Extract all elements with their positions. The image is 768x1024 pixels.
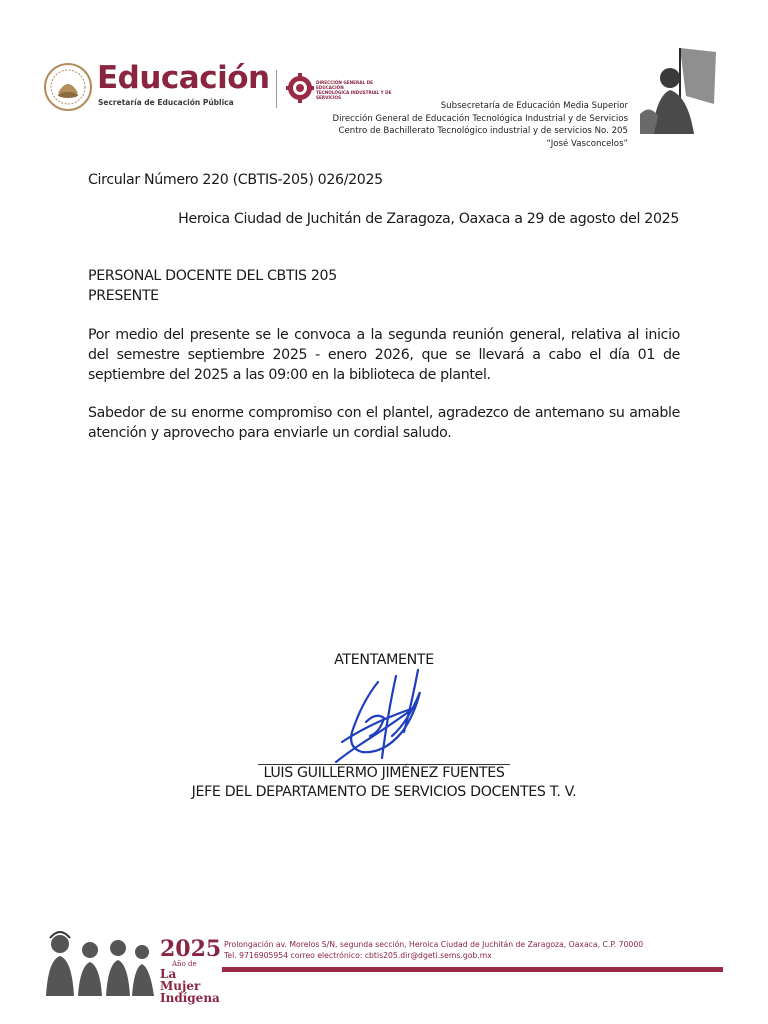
header-line: Centro de Bachillerato Tecnológico industrial y de servicios No. 205 xyxy=(338,126,628,137)
year-small-text: Año de xyxy=(172,960,197,968)
footer-contact xyxy=(224,939,643,961)
circular-number: Circular Número 220 (CBTIS-205) 026/2025 xyxy=(88,172,383,188)
heroine-with-flag-illustration xyxy=(636,44,720,136)
brand-subtitle: Secretaría de Educación Pública xyxy=(98,98,234,107)
brand-title: Educación xyxy=(97,60,270,96)
body-paragraph: Por medio del presente se le convoca a la segunda reunión general, relativa al inicio del semestre septiembre 2025 - enero 2026, que se llevará a cabo el día 01 de septiembre del 2025 a las 09:00 en la biblioteca de plantel. xyxy=(88,327,680,383)
header-line: Subsecretaría de Educación Media Superior xyxy=(440,101,628,111)
signer-name: LUIS GUILLERMO JIMÉNEZ FUENTES xyxy=(263,765,505,781)
dgeti-text: DIRECCIÓN GENERAL DE EDUCACIÓN TECNOLÓGICA INDUSTRIAL Y DE SERVICIOS xyxy=(316,80,392,100)
place-and-date: Heroica Ciudad de Juchitán de Zaragoza, Oaxaca a 29 de agosto del 2025 xyxy=(178,211,679,227)
year-title-line: La Mujer xyxy=(160,967,201,993)
year-number: 2025 xyxy=(160,936,222,962)
addressee: PERSONAL DOCENTE DEL CBTIS 205 xyxy=(88,268,337,284)
signer-role: JEFE DEL DEPARTAMENTO DE SERVICIOS DOCENTES T. V. xyxy=(191,784,577,800)
year-badge xyxy=(160,936,222,1005)
header-line: “José Vasconcelos” xyxy=(546,138,628,149)
footer-color-bar xyxy=(222,967,723,972)
footer-phone-email: Tel. 9716905954 correo electrónico: cbtis205.dir@dgeti.sems.gob.mx xyxy=(224,951,492,960)
handwritten-signature xyxy=(322,662,442,772)
header-institution-lines xyxy=(333,100,629,150)
addressee-presente: PRESENTE xyxy=(88,288,159,304)
header-divider xyxy=(276,70,277,108)
year-title-line: Indígena xyxy=(160,991,220,1005)
body-paragraph: Sabedor de su enorme compromiso con el plantel, agradezco de antemano su amable atención y aprovecho para enviarle un cordial saludo. xyxy=(88,405,680,441)
indigenous-women-illustration xyxy=(40,926,156,996)
footer-address: Prolongación av. Morelos S/N, segunda sección, Heroica Ciudad de Juchitán de Zaragoza, Oaxaca, C.P. 70000 xyxy=(224,940,644,949)
mexico-seal-icon xyxy=(44,63,92,111)
header-line: Dirección General de Educación Tecnológica Industrial y de Servicios xyxy=(332,113,628,124)
closing-atentamente: ATENTAMENTE xyxy=(334,652,434,668)
dgeti-gear-logo-icon xyxy=(286,70,314,106)
